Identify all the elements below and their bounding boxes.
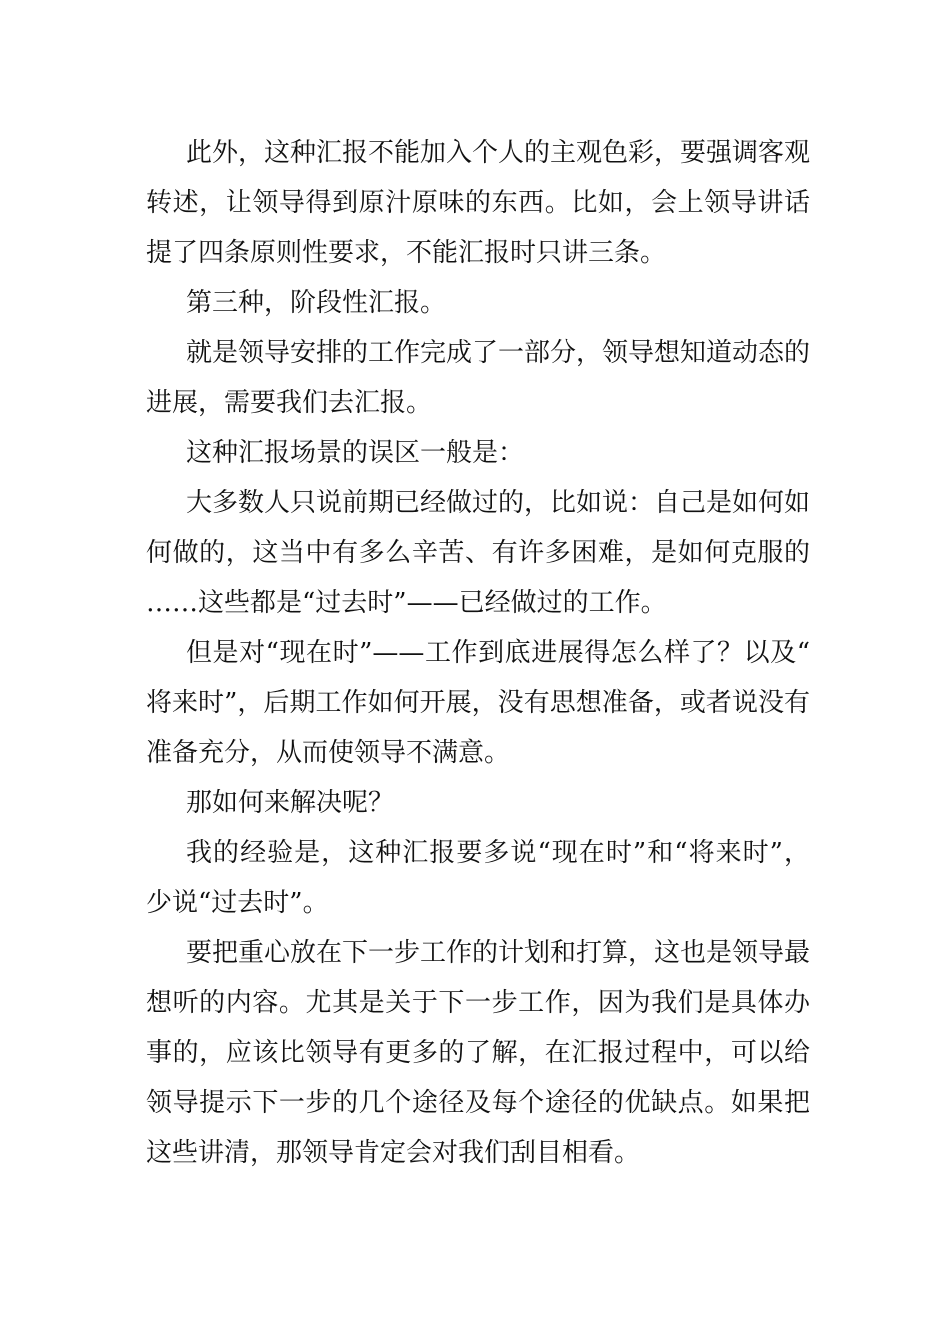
paragraph-2: 第三种，阶段性汇报。: [186, 288, 447, 318]
paragraph-9: 要把重心放在下一步工作的计划和打算，这也是领导最想听的内容。尤其是关于下一步工作，因为我们是具体办事的，应该比领导有更多的了解，在汇报过程中，可以给领导提示下一步的几个途径及每个途径的优缺点。如果把这些讲清，那领导肯定会对我们刮目相看。: [146, 938, 811, 1168]
paragraph-4: 这种汇报场景的误区一般是：: [186, 438, 525, 468]
paragraph-3: 就是领导安排的工作完成了一部分，领导想知道动态的进展，需要我们去汇报。: [146, 338, 811, 418]
paragraph-1: 此外，这种汇报不能加入个人的主观色彩，要强调客观转述，让领导得到原汁原味的东西。比如，会上领导讲话提了四条原则性要求，不能汇报时只讲三条。: [146, 138, 811, 268]
paragraph-7: 那如何来解决呢？: [186, 788, 395, 818]
document-body: [146, 128, 810, 1178]
paragraph-8: 我的经验是，这种汇报要多说“现在时”和“将来时”，少说“过去时”。: [146, 838, 810, 918]
paragraph-6: 但是对“现在时”——工作到底进展得怎么样了？以及“将来时”，后期工作如何开展，没有思想准备，或者说没有准备充分，从而使领导不满意。: [146, 638, 810, 768]
paragraph-5: 大多数人只说前期已经做过的，比如说：自己是如何如何做的，这当中有多么辛苦、有许多困难，是如何克服的……这些都是“过去时”——已经做过的工作。: [146, 488, 811, 618]
